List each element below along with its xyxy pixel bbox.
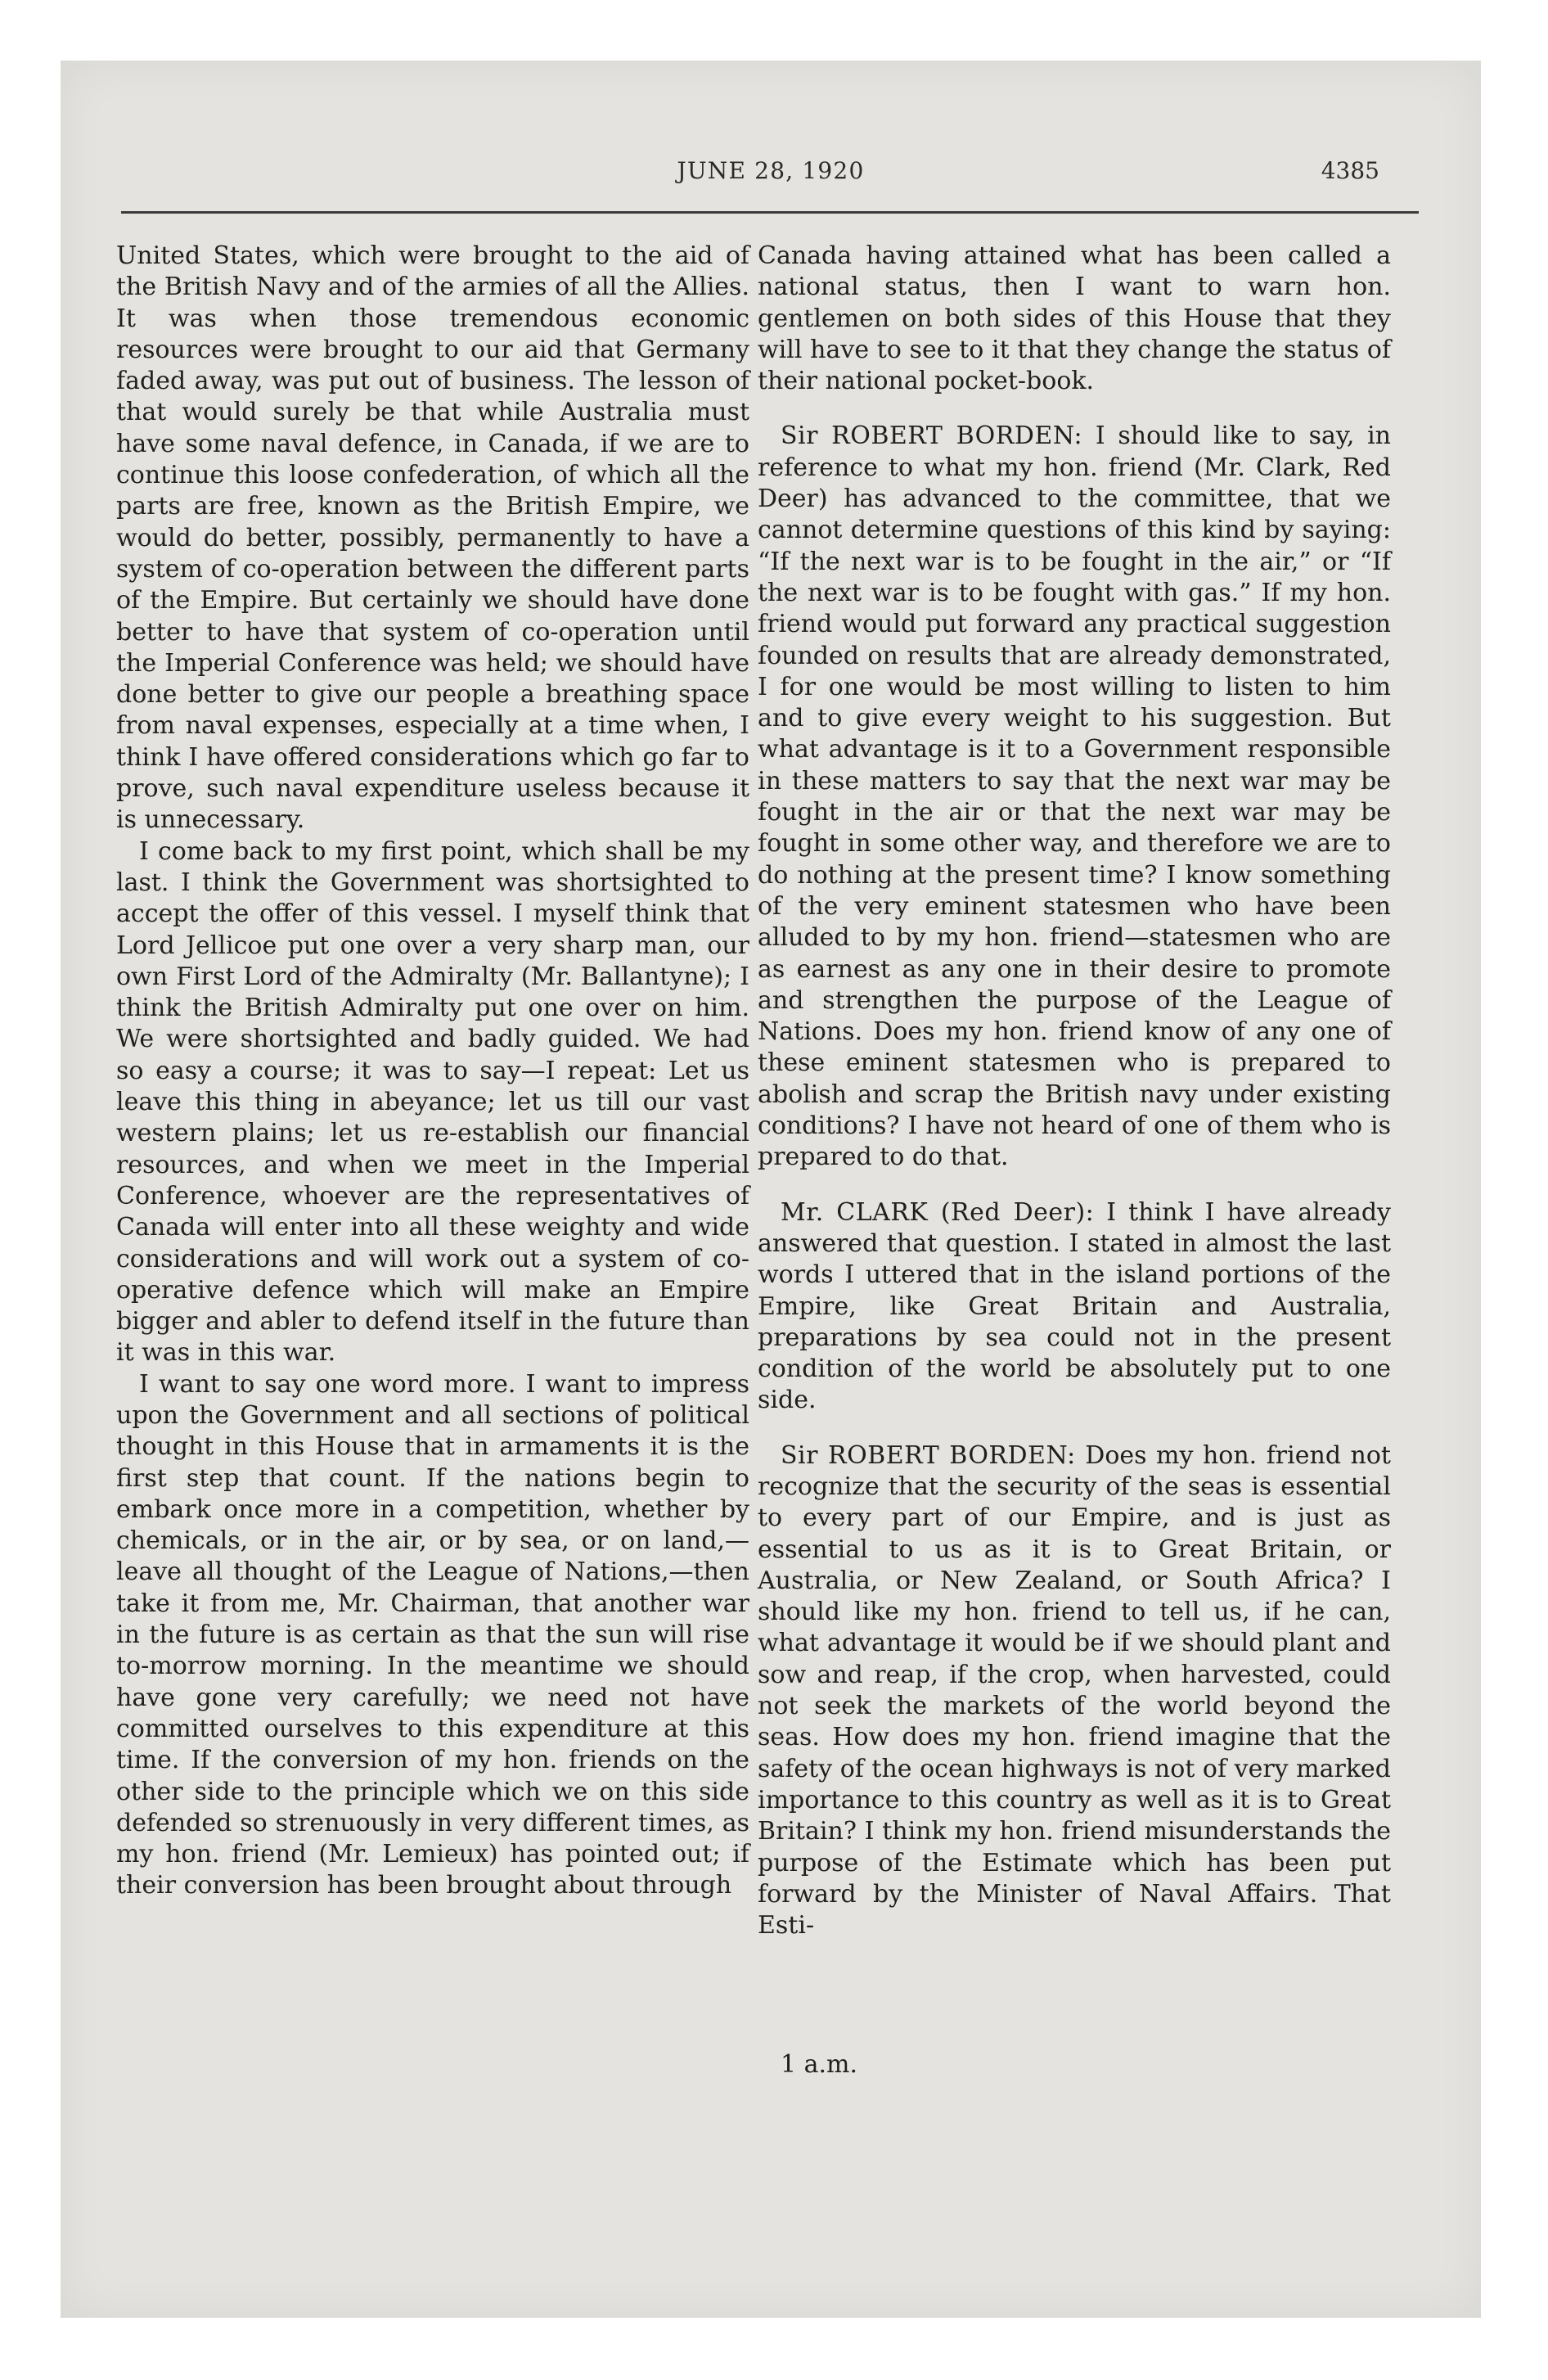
speech-clark xyxy=(758,1197,1391,1417)
left-paragraph-2: I come back to my first point, which shall be my last. I think the Government was shortsighted to accept the offer of this vessel. I myself think that Lord Jellicoe put one over a very sharp man, our own First Lord of the Admiralty (Mr. Ballantyne); I think the British Admiralty put one over on him. We were shortsighted and badly guided. We had so easy a course; it was to say—I repeat: Let us leave this thing in abeyance; let us till our vast western plains; let us re-establish our financial resources, and when we meet in the Imperial Conference, whoever are the representatives of Canada will enter into all these weighty and wide considerations and will work out a system of co-operative defence which will make an Empire bigger and abler to defend itself in the future than it was in this war. xyxy=(116,836,749,1368)
left-paragraph-1: United States, which were brought to the aid of the British Navy and of the armies of all the Allies. It was when those tremendous economic resources were brought to our aid that Germany faded away, was put out of business. The lesson of that would surely be that while Australia must have some naval defence, in Canada, if we are to continue this loose confederation, of which all the parts are free, known as the British Empire, we would do better, possibly, permanently to have a system of co-operation between the different parts of the Empire. But certainly we should have done better to have that system of co-operation until the Imperial Conference was held; we should have done better to give our people a breathing space from naval expenses, especially at a time when, I think I have offered considerations which go far to prove, such naval expenditure useless because it is unnecessary. xyxy=(116,241,749,835)
speech-text: Does my hon. friend not recognize that the security of the seas is essential to every part of our Empire, and is just as essential to us as it is to Great Britain, or Australia, or New Zealand, or South Africa? I should like my hon. friend to tell us, if he can, what advantage it would be if we should plant and sow and reap, if the crop, when harvested, could not seek the markets of the world beyond the seas. How does my hon. friend imagine that the safety of the ocean highways is not of very marked importance to this country as well as it is to Great Britain? I think my hon. friend misunderstands the purpose of the Estimate which has been put forward by the Minister of Naval Affairs. That Esti- xyxy=(758,1440,1391,1941)
speech-borden-2 xyxy=(758,1440,1391,1942)
speaker-name: Sir ROBERT BORDEN: xyxy=(781,1440,1076,1470)
speech-borden-1 xyxy=(758,421,1391,1173)
time-marker: 1 a.m. xyxy=(781,2049,862,2080)
right-column xyxy=(758,241,1391,2079)
running-title-date: JUNE 28, 1920 xyxy=(677,157,865,184)
speaker-name: Sir ROBERT BORDEN: xyxy=(781,421,1083,451)
right-paragraph-1: Canada having attained what has been called a national status, then I want to warn hon. gentlemen on both sides of this House that they will have to see to it that they change the status of their national pocket-book. xyxy=(758,241,1391,396)
document-page xyxy=(61,61,1481,2318)
header-rule xyxy=(121,211,1419,214)
speech-text: I think I have already answered that question. I stated in almost the last words I uttered that in the island portions of the Empire, like Great Britain and Australia, preparations by sea could not in the present condition of the world be absolutely put to one side. xyxy=(758,1197,1391,1415)
speaker-name: Mr. CLARK (Red Deer): xyxy=(781,1197,1095,1227)
page-number: 4385 xyxy=(1321,157,1379,184)
left-paragraph-3: I want to say one word more. I want to impress upon the Government and all sections of political thought in this House that in armaments it is the first step that count. If the nations begin to embark once more in a competition, whether by chemicals, or in the air, or by sea, or on land,—leave all thought of the League of Nations,—then take it from me, Mr. Chairman, that another war in the future is as certain as that the sun will rise to-morrow morning. In the meantime we should have gone very carefully; we need not have committed ourselves to this expenditure at this time. If the conversion of my hon. friends on the other side to the principle which we on this side defended so strenuously in very different times, as my hon. friend (Mr. Lemieux) has pointed out; if their conversion has been brought about through xyxy=(116,1369,749,1900)
left-column xyxy=(116,241,749,1902)
page-header xyxy=(61,157,1481,190)
speech-text: I should like to say, in reference to what my hon. friend (Mr. Clark, Red Deer) has advanced to the committee, that we cannot determine questions of this kind by saying: “If the next war is to be fought in the air,” or “If the next war is to be fought with gas.” If my hon. friend would put forward any practical suggestion founded on results that are already demonstrated, I for one would be most willing to listen to him and to give every weight to his suggestion. But what advantage is it to a Government responsible in these matters to say that the next war may be fought in the air or that the next war may be fought in some other way, and therefore we are to do nothing at the present time? I know something of the very eminent statesmen who have been alluded to by my hon. friend—statesmen who are as earnest as any one in their desire to promote and strengthen the purpose of the League of Nations. Does my hon. friend know of any one of these eminent statesmen who is prepared to abolish and scrap the British navy under existing conditions? I have not heard of one of them who is prepared to do that. xyxy=(758,421,1391,1172)
